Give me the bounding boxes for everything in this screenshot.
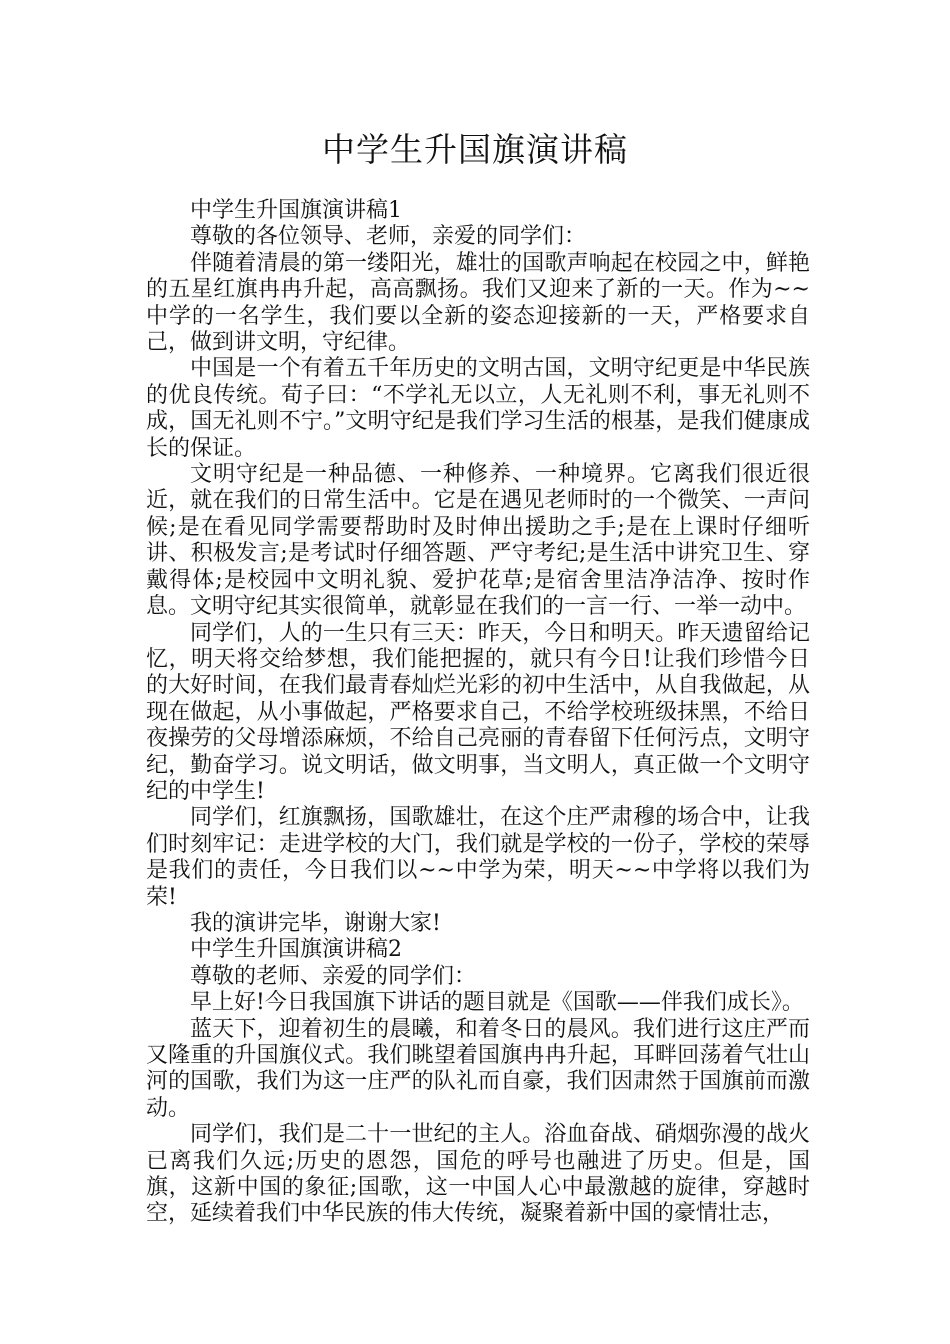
paragraph: 同学们，我们是二十一世纪的主人。浴血奋战、硝烟弥漫的战火已离我们久远;历史的恩怨，国危的呼号也融进了历史。但是，国旗，这新中国的象征;国歌，这一中国人心中最激越的旋律，穿越时空，延续着我们中华民族的伟大传统，凝聚着新中国的豪情壮志， xyxy=(146,1122,810,1227)
paragraph-greeting: 尊敬的各位领导、老师，亲爱的同学们： xyxy=(190,224,587,250)
paragraph: 蓝天下，迎着初生的晨曦，和着冬日的晨风。我们进行这庄严而又隆重的升国旗仪式。我们眺望着国旗冉冉升起，耳畔回荡着气壮山河的国歌，我们为这一庄严的队礼而自豪，我们因肃然于国旗前而激动。 xyxy=(146,1016,810,1121)
document-body xyxy=(146,198,810,1228)
paragraph-closing: 我的演讲完毕，谢谢大家! xyxy=(190,910,441,936)
paragraph: 文明守纪是一种品德、一种修养、一种境界。它离我们很近很近，就在我们的日常生活中。它是在遇见老师时的一个微笑、一声问候;是在看见同学需要帮助时及时伸出援助之手;是在上课时仔细听讲、积极发言;是考试时仔细答题、严守考纪;是生活中讲究卫生、穿戴得体;是校园中文明礼貌、爱护花草;是宿舍里洁净洁净、按时作息。文明守纪其实很简单，就彰显在我们的一言一行、一举一动中。 xyxy=(146,462,810,620)
paragraph: 早上好!今日我国旗下讲话的题目就是《国歌——伴我们成长》。 xyxy=(190,990,804,1016)
paragraph: 伴随着清晨的第一缕阳光，雄壮的国歌声响起在校园之中，鲜艳的五星红旗冉冉升起，高高飘扬。我们又迎来了新的一天。作为~~中学的一名学生，我们要以全新的姿态迎接新的一天，严格要求自己，做到讲文明，守纪律。 xyxy=(146,250,810,356)
paragraph-greeting: 尊敬的老师、亲爱的同学们： xyxy=(190,963,477,989)
paragraph: 中国是一个有着五千年历史的文明古国，文明守纪更是中华民族的优良传统。荀子曰：“不学礼无以立，人无礼则不利，事无礼则不成，国无礼则不宁。”文明守纪是我们学习生活的根基，是我们健康成长的保证。 xyxy=(146,356,810,461)
document-title: 中学生升国旗演讲稿 xyxy=(322,130,628,169)
paragraph-speech1-heading: 中学生升国旗演讲稿1 xyxy=(190,198,402,223)
paragraph-speech2-heading: 中学生升国旗演讲稿2 xyxy=(190,937,402,963)
paragraph: 同学们，人的一生只有三天：昨天，今日和明天。昨天遗留给记忆，明天将交给梦想，我们能把握的，就只有今日!让我们珍惜今日的大好时间，在我们最青春灿烂光彩的初中生活中，从自我做起，从现在做起，从小事做起，严格要求自己，不给学校班级抹黑，不给日夜操劳的父母增添麻烦，不给自己亮丽的青春留下任何污点，文明守纪，勤奋学习。说文明话，做文明事，当文明人，真正做一个文明守纪的中学生! xyxy=(146,620,810,804)
paragraph: 同学们，红旗飘扬，国歌雄壮，在这个庄严肃穆的场合中，让我们时刻牢记：走进学校的大门，我们就是学校的一份子，学校的荣辱是我们的责任，今日我们以~~中学为荣，明天~~中学将以我们为荣! xyxy=(146,805,810,910)
